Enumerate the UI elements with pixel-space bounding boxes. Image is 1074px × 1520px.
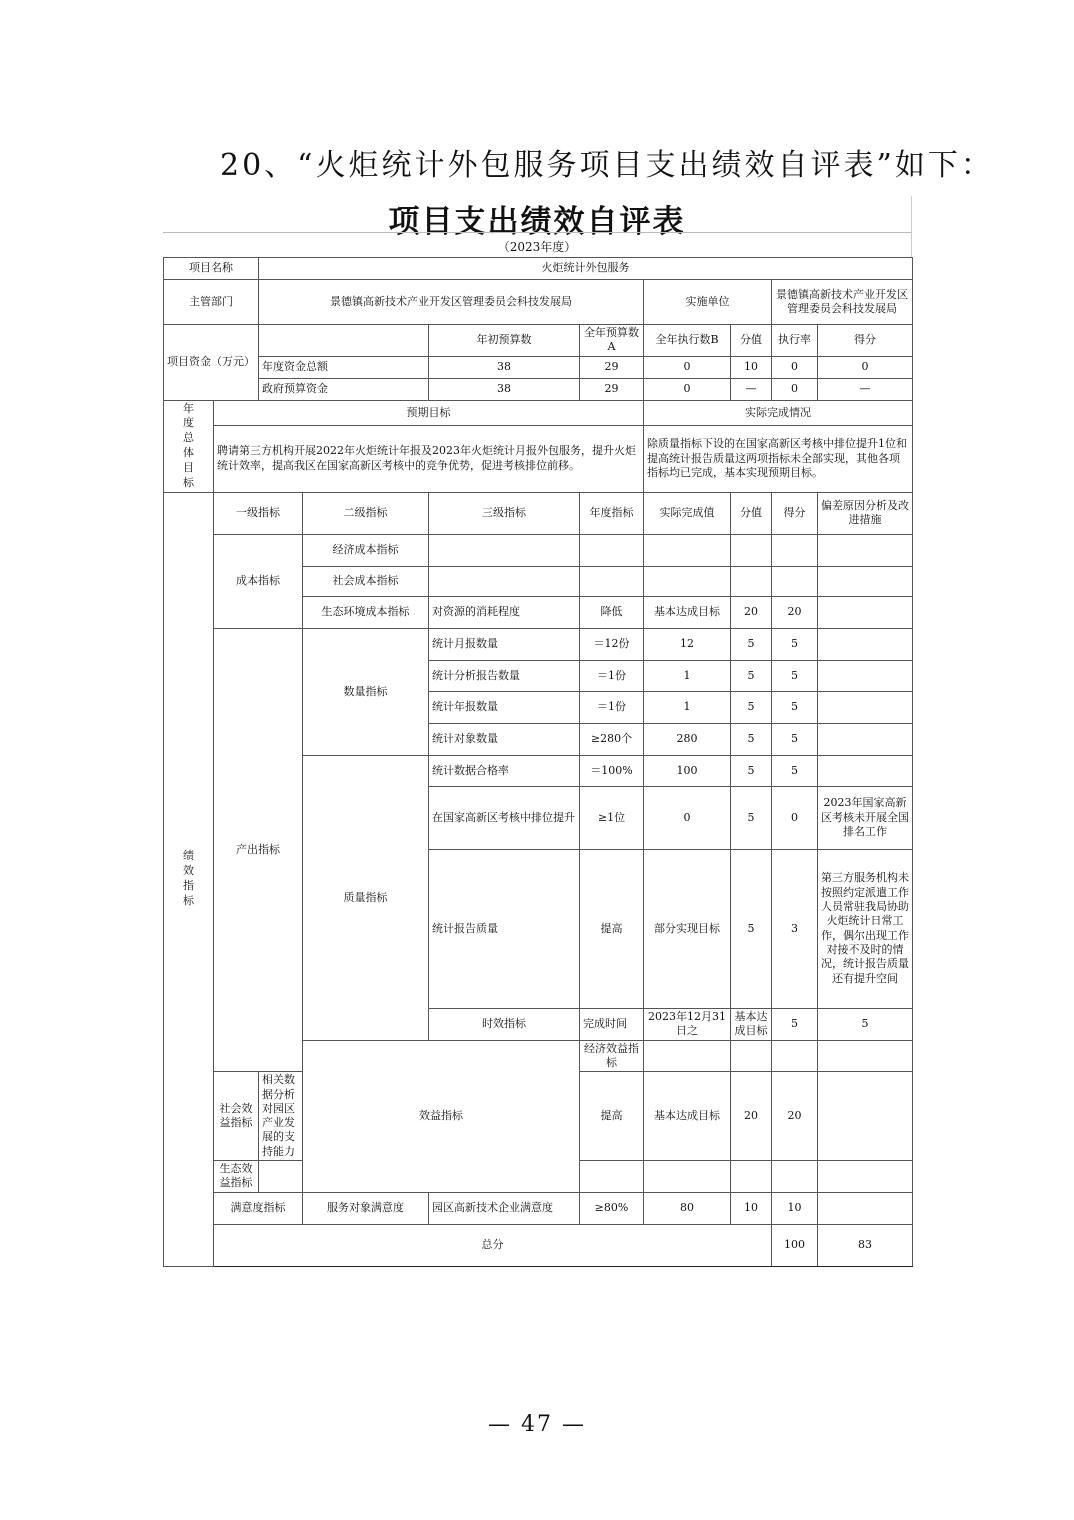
target-cell: ＝1份 bbox=[580, 691, 644, 723]
actual-result-text: 除质量指标下设的在国家高新区考核中排位提升1位和提高统计报告质量这两项指标未全部实现，其他各项指标均已完成，基本实现预期目标。 bbox=[644, 425, 913, 492]
funds-cell: 29 bbox=[580, 378, 644, 400]
got-cell: 20 bbox=[772, 1072, 818, 1161]
total-got: 83 bbox=[818, 1224, 913, 1266]
level2-service-sat: 服务对象满意度 bbox=[303, 1192, 429, 1224]
funds-cell: 0 bbox=[644, 378, 731, 400]
ind-header: 年度指标 bbox=[580, 492, 644, 534]
level1-satisfaction: 满意度指标 bbox=[214, 1192, 303, 1224]
deviation-cell bbox=[818, 691, 913, 723]
goals-label-text: 年度总体目标 bbox=[183, 401, 194, 489]
target-cell: 降低 bbox=[580, 596, 644, 628]
total-row bbox=[164, 1224, 913, 1266]
score-cell: 5 bbox=[731, 660, 772, 691]
table-row bbox=[164, 1192, 913, 1224]
level2-timeliness: 时效指标 bbox=[429, 1008, 580, 1040]
level3-cell: 统计报告质量 bbox=[429, 849, 580, 1008]
ind-header: 实际完成值 bbox=[644, 492, 731, 534]
deviation-cell bbox=[818, 755, 913, 786]
funds-cell: — bbox=[731, 378, 772, 400]
score-cell: 5 bbox=[731, 691, 772, 723]
got-cell: 5 bbox=[772, 723, 818, 755]
score-cell: 20 bbox=[731, 1072, 772, 1161]
level1-cost: 成本指标 bbox=[214, 534, 303, 628]
funds-cell: 38 bbox=[429, 378, 580, 400]
indicators-header-row bbox=[164, 492, 913, 534]
score-cell: 5 bbox=[731, 628, 772, 660]
got-cell: 5 bbox=[772, 628, 818, 660]
page-number: — 47 — bbox=[488, 1412, 586, 1437]
actual-cell: 基本达成目标 bbox=[644, 1072, 731, 1161]
level2-social-cost: 社会成本指标 bbox=[303, 566, 429, 596]
actual-cell: 100 bbox=[644, 755, 731, 786]
deviation-cell bbox=[818, 1072, 913, 1161]
goals-header-row bbox=[164, 400, 913, 425]
score-cell: 20 bbox=[731, 596, 772, 628]
target-cell: ＝100% bbox=[580, 755, 644, 786]
impl-label: 实施单位 bbox=[644, 280, 772, 325]
level1-benefit: 效益指标 bbox=[303, 1040, 580, 1192]
level2-econ-cost: 经济成本指标 bbox=[303, 534, 429, 566]
funds-cell: 0 bbox=[644, 356, 731, 378]
level2-quality: 质量指标 bbox=[303, 755, 429, 1040]
ind-header: 得分 bbox=[772, 492, 818, 534]
score-cell: 5 bbox=[772, 1008, 818, 1040]
ind-header: 二级指标 bbox=[303, 492, 429, 534]
table-row bbox=[164, 628, 913, 660]
got-cell: 10 bbox=[772, 1192, 818, 1224]
actual-cell: 280 bbox=[644, 723, 731, 755]
funds-header: 年初预算数 bbox=[429, 325, 580, 357]
actual-cell: 80 bbox=[644, 1192, 731, 1224]
project-name-value: 火炬统计外包服务 bbox=[259, 258, 913, 280]
actual-cell: 部分实现目标 bbox=[644, 849, 731, 1008]
expected-header: 预期目标 bbox=[214, 400, 644, 425]
deviation-cell bbox=[818, 596, 913, 628]
actual-header: 实际完成情况 bbox=[644, 400, 913, 425]
funds-row-label: 政府预算资金 bbox=[259, 378, 429, 400]
target-cell: ＝12份 bbox=[580, 628, 644, 660]
deviation-cell bbox=[818, 628, 913, 660]
level3-cell: 相关数据分析对园区产业发展的支持能力 bbox=[259, 1072, 303, 1161]
dept-label: 主管部门 bbox=[164, 280, 259, 325]
funds-header-row bbox=[164, 325, 913, 357]
level1-output: 产出指标 bbox=[214, 628, 303, 1072]
funds-header: 分值 bbox=[731, 325, 772, 357]
expected-goal-text: 聘请第三方机构开展2022年火炬统计年报及2023年火炬统计月报外包服务，提升火炬统计效率，提高我区在国家高新区考核中的竞争优势，促进考核排位前移。 bbox=[214, 425, 644, 492]
deviation-cell bbox=[818, 660, 913, 691]
target-cell: 提高 bbox=[580, 1072, 644, 1161]
section-heading: 20、“火炬统计外包服务项目支出绩效自评表”如下： bbox=[220, 148, 994, 183]
impl-value: 景德镇高新技术产业开发区管理委员会科技发展局 bbox=[772, 280, 913, 325]
funds-cell: 10 bbox=[731, 356, 772, 378]
goals-content-row bbox=[164, 425, 913, 492]
funds-row-gov bbox=[164, 378, 913, 400]
ind-header: 三级指标 bbox=[429, 492, 580, 534]
indicators-label bbox=[164, 492, 214, 1266]
project-name-row bbox=[164, 258, 913, 280]
target-cell: 提高 bbox=[580, 849, 644, 1008]
level3-cell: 统计月报数量 bbox=[429, 628, 580, 660]
score-cell: 5 bbox=[731, 786, 772, 849]
funds-cell: 0 bbox=[772, 356, 818, 378]
got-cell: 3 bbox=[772, 849, 818, 1008]
ind-header: 一级指标 bbox=[214, 492, 303, 534]
level2-social-benefit: 社会效益指标 bbox=[214, 1072, 259, 1161]
funds-row-label: 年度资金总额 bbox=[259, 356, 429, 378]
form-title: 项目支出绩效自评表 bbox=[388, 204, 686, 240]
funds-row-total bbox=[164, 356, 913, 378]
funds-header: 执行率 bbox=[772, 325, 818, 357]
got-cell: 0 bbox=[772, 786, 818, 849]
level3-cell: 对资源的消耗程度 bbox=[429, 596, 580, 628]
funds-header: 全年预算数A bbox=[580, 325, 644, 357]
level3-cell: 统计分析报告数量 bbox=[429, 660, 580, 691]
department-row bbox=[164, 280, 913, 325]
got-cell: 5 bbox=[818, 1008, 913, 1040]
actual-cell: 1 bbox=[644, 691, 731, 723]
funds-header: 得分 bbox=[818, 325, 913, 357]
target-cell: ≥280个 bbox=[580, 723, 644, 755]
deviation-cell bbox=[818, 723, 913, 755]
target-cell: ＝1份 bbox=[580, 660, 644, 691]
actual-cell: 基本达成目标 bbox=[644, 596, 731, 628]
level2-quantity: 数量指标 bbox=[303, 628, 429, 755]
actual-cell: 12 bbox=[644, 628, 731, 660]
score-cell: 5 bbox=[731, 755, 772, 786]
table-row bbox=[164, 534, 913, 566]
got-cell: 5 bbox=[772, 691, 818, 723]
funds-header: 全年执行数B bbox=[644, 325, 731, 357]
level2-eco-cost: 生态环境成本指标 bbox=[303, 596, 429, 628]
ind-header: 偏差原因分析及改进措施 bbox=[818, 492, 913, 534]
level3-cell: 统计对象数量 bbox=[429, 723, 580, 755]
dept-value: 景德镇高新技术产业开发区管理委员会科技发展局 bbox=[259, 280, 644, 325]
funds-cell: 38 bbox=[429, 356, 580, 378]
evaluation-table bbox=[163, 257, 913, 1267]
actual-cell: 1 bbox=[644, 660, 731, 691]
level3-cell: 完成时间 bbox=[580, 1008, 644, 1040]
got-cell: 5 bbox=[772, 755, 818, 786]
level3-cell: 统计数据合格率 bbox=[429, 755, 580, 786]
funds-label: 项目资金（万元） bbox=[164, 325, 259, 401]
target-cell: ≥1位 bbox=[580, 786, 644, 849]
score-cell: 10 bbox=[731, 1192, 772, 1224]
deviation-cell: 2023年国家高新区考核未开展全国排名工作 bbox=[818, 786, 913, 849]
level3-cell: 统计年报数量 bbox=[429, 691, 580, 723]
level3-cell: 园区高新技术企业满意度 bbox=[429, 1192, 580, 1224]
indicators-label-text: 绩效指标 bbox=[183, 849, 194, 907]
actual-cell: 基本达成目标 bbox=[731, 1008, 772, 1040]
funds-cell: 29 bbox=[580, 356, 644, 378]
score-cell: 5 bbox=[731, 849, 772, 1008]
score-cell: 5 bbox=[731, 723, 772, 755]
total-label: 总分 bbox=[214, 1224, 772, 1266]
funds-cell: 0 bbox=[818, 356, 913, 378]
actual-cell: 0 bbox=[644, 786, 731, 849]
level2-eco-benefit: 生态效益指标 bbox=[214, 1161, 259, 1193]
funds-cell: — bbox=[818, 378, 913, 400]
level3-cell: 在国家高新区考核中排位提升 bbox=[429, 786, 580, 849]
goals-label bbox=[164, 400, 214, 492]
total-score: 100 bbox=[772, 1224, 818, 1266]
form-year: （2023年度） bbox=[497, 240, 577, 254]
target-cell: 2023年12月31日之 bbox=[644, 1008, 731, 1040]
got-cell: 5 bbox=[772, 660, 818, 691]
deviation-cell bbox=[818, 1192, 913, 1224]
deviation-cell: 第三方服务机构未按照约定派遣工作人员常驻我局协助火炬统计日常工作，偶尔出现工作对接不及时的情况，统计报告质量还有提升空间 bbox=[818, 849, 913, 1008]
funds-cell: 0 bbox=[772, 378, 818, 400]
got-cell: 20 bbox=[772, 596, 818, 628]
ind-header: 分值 bbox=[731, 492, 772, 534]
level2-econ-benefit: 经济效益指标 bbox=[580, 1040, 644, 1072]
project-name-label: 项目名称 bbox=[164, 258, 259, 280]
target-cell: ≥80% bbox=[580, 1192, 644, 1224]
